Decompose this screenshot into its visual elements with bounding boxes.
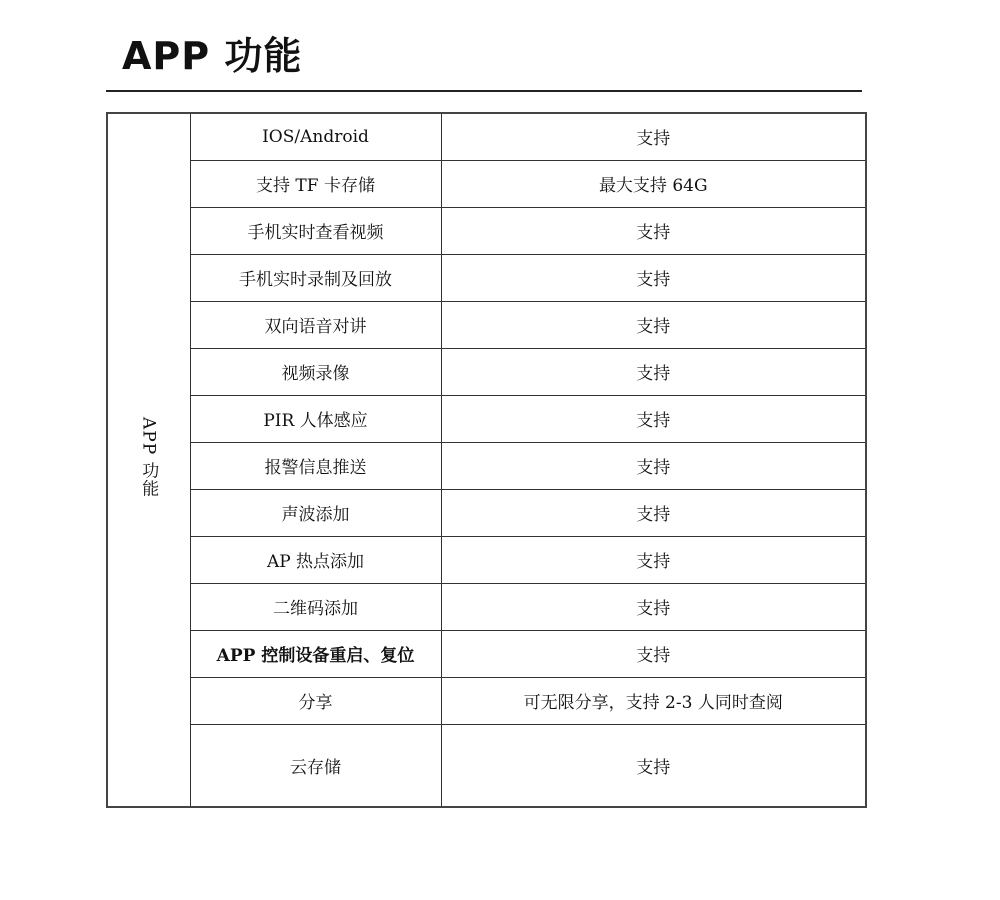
feature-cell: 报警信息推送 [190,442,441,489]
feature-cell: PIR 人体感应 [190,395,441,442]
value-cell: 可无限分享，支持 2-3 人同时查阅 [441,677,866,724]
table-row [107,207,866,254]
feature-cell: 二维码添加 [190,583,441,630]
value-cell: 支持 [441,348,866,395]
feature-cell: APP 控制设备重启、复位 [190,630,441,677]
feature-cell: 手机实时查看视频 [190,207,441,254]
table-row [107,536,866,583]
value-cell: 支持 [441,536,866,583]
feature-cell: 支持 TF 卡存储 [190,160,441,207]
table-row [107,724,866,807]
title-divider [106,90,862,92]
table-row [107,348,866,395]
value-cell: 支持 [441,489,866,536]
value-cell: 支持 [441,442,866,489]
feature-cell: 分享 [190,677,441,724]
value-cell: 支持 [441,724,866,807]
group-cell [107,113,190,807]
value-cell: 支持 [441,301,866,348]
value-cell: 最大支持 64G [441,160,866,207]
table-row [107,160,866,207]
feature-cell: 手机实时录制及回放 [190,254,441,301]
feature-cell: 双向语音对讲 [190,301,441,348]
feature-cell: 云存储 [190,724,441,807]
table-row [107,489,866,536]
value-cell: 支持 [441,207,866,254]
feature-cell: AP 热点添加 [190,536,441,583]
table-row [107,677,866,724]
table-row [107,254,866,301]
value-cell: 支持 [441,113,866,160]
feature-cell: 视频录像 [190,348,441,395]
value-cell: 支持 [441,395,866,442]
page-title: APP 功能 [122,34,303,78]
table-row [107,583,866,630]
table-row [107,301,866,348]
value-cell: 支持 [441,254,866,301]
feature-cell: 声波添加 [190,489,441,536]
table-row [107,395,866,442]
group-label: APP 功能 [138,417,159,498]
feature-cell: IOS/Android [190,113,441,160]
value-cell: 支持 [441,583,866,630]
table-row [107,630,866,677]
value-cell: 支持 [441,630,866,677]
table-row [107,442,866,489]
feature-table [106,112,867,808]
table-row [107,113,866,160]
